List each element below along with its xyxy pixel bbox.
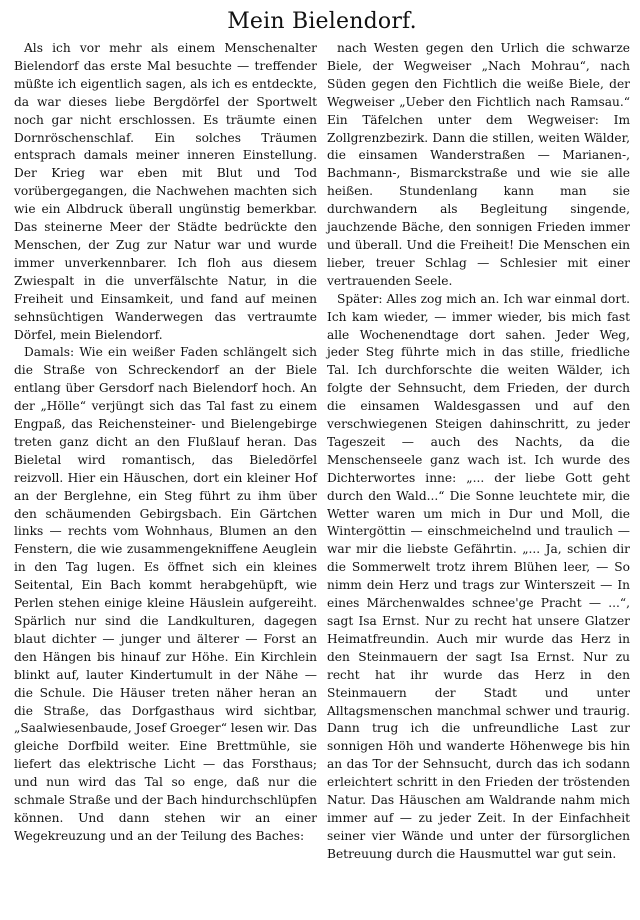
left-paragraph-1: Als ich vor mehr als einem Menschenalter Bielendorf das erste Mal besuchte — treffender müßte ich eigentlich sagen, als ich es entdeckte, da war dieses liebe Bergdörfel der Sportwelt noch gar nicht erschlossen. Es träumte einen Dornröschenschlaf. Ein solches Träumen entsprach damals meiner inneren Einstellung. Der Krieg war eben mit Blut und Tod vorübergegangen, die Nachwehen machten sich wie ein Albdruck überall ungünstig bemerkbar. Das steinerne Meer der Städte bedrückte den Menschen, der Zug zur Natur war und wurde immer unverkennbarer. Ich floh aus diesem Zwiespalt in die unverfälschte Natur, in die Freiheit und Einsamkeit, und fand auf meinen sehnsüchtigen Wanderwegen das vertraumte Dörfel, mein Bielendorf.: [14, 41, 317, 342]
right-column: [327, 40, 630, 916]
left-paragraph-2: Damals: Wie ein weißer Faden schlängelt sich die Straße von Schreckendorf an der Biele entlang über Gersdorf nach Bielendorf hoch. An der „Hölle“ verjüngt sich das Tal fast zu einem Engpaß, das Reichensteiner- und Bielengebirge treten ganz dicht an den Flußlauf heran. Das Bieletal wird romantisch, das Bieledörfel reizvoll. Hier ein Häuschen, dort ein kleiner Hof an der Berglehne, ein Steg führt zu ihm über den schäumenden Gebirgsbach. Ein Gärtchen links — rechts vom Wohnhaus, Blumen an den Fenstern, die wie zusammengekniffene Aeuglein in den Tag lugen. Es öffnet sich ein kleines Seitental, Ein Bach kommt herabgehüpft, wie Perlen stehen einige kleine Häuslein aufgereiht. Spärlich nur sind die Landkulturen, dagegen blaut dichter — junger und älterer — Forst an den Hängen bis hinauf zur Höhe. Ein Kirchlein blinkt auf, lauter Kindertumult in der Nähe — die Schule. Die Häuser treten näher heran an die Straße, das Dorfgasthaus wird sichtbar, „Saalwiesenbaude, Josef Groeger“ lesen wir. Das gleiche Dorfbild weiter. Eine Brettmühle, sie liefert das elektrische Licht — das Forsthaus; und nun wird das Tal so enge, daß nur die schmale Straße und der Bach hindurchschlüpfen können. Und dann stehen wir an einer Wegekreuzung und an der Teilung des Baches:: [14, 345, 317, 843]
left-column: [14, 40, 317, 916]
right-paragraph-1: nach Westen gegen den Urlich die schwarze Biele, der Wegweiser „Nach Mohrau“, nach Süden gegen den Fichtlich die weiße Biele, der Wegweiser „Ueber den Fichtlich nach Ramsau.“ Ein Täfelchen unter dem Wegweiser: Im Zollgrenzbezirk. Dann die stillen, weiten Wälder, die einsamen Wanderstraßen — Marianen-, Bachmann-, Bismarckstraße und wie sie alle heißen. Stundenlang kann man sie durchwandern als Begleitung singende, jauchzende Bäche, den sonnigen Frieden immer und überall. Und die Freiheit! Die Menschen ein lieber, treuer Schlag — Schlesier mit einer vertrauenden Seele.: [327, 41, 630, 288]
page-title: Mein Bielendorf.: [227, 9, 417, 34]
right-paragraph-2: Später: Alles zog mich an. Ich war einmal dort. Ich kam wieder, — immer wieder, bis mich fast alle Wochenendtage dort sahen. Jeder Weg, jeder Steg führte mich in das stille, friedliche Tal. Ich durchforschte die weiten Wälder, ich folgte der Sehnsucht, dem Frieden, der durch die einsamen Waldesgassen und auf den verschwiegenen Steigen dahinschritt, zu jeder Tageszeit — auch des Nachts, da die Menschenseele ganz wach ist. Ich wurde des Dichterwortes inne: „... der liebe Gott geht durch den Wald...“ Die Sonne leuchtete mir, die Wetter waren um mich in Dur und Moll, die Wintergöttin — einschmeichelnd und traulich — war mir die liebste Gefährtin. „... Ja, schien dir die Sommerwelt trotz ihrem Blühen leer, — So nimm dein Herz und trags zur Winterszeit — In eines Märchenwaldes schnee'ge Pracht — ...“, sagt Isa Ernst. Nur zu recht hat unsere Glatzer Heimatfreundin. Auch mir wurde das Herz in den Steinmauern der sagt Isa Ernst. Nur zu recht hat ihr wurde das Herz in den Steinmauern der Stadt und unter Alltagsmenschen manchmal schwer und traurig. Dann trug ich die unfreundliche Last zur sonnigen Höh und wanderte Höhenwege bis hin an das Tor der Sehnsucht, durch das ich sodann erleichtert schritt in den Frieden der tröstenden Natur. Das Häuschen am Waldrande nahm mich immer auf — zu jeder Zeit. In der Einfachheit seiner vier Wände und unter der fürsorglichen Betreuung durch die Hausmuttel war gut sein.: [327, 291, 630, 861]
text-columns: [14, 40, 630, 916]
